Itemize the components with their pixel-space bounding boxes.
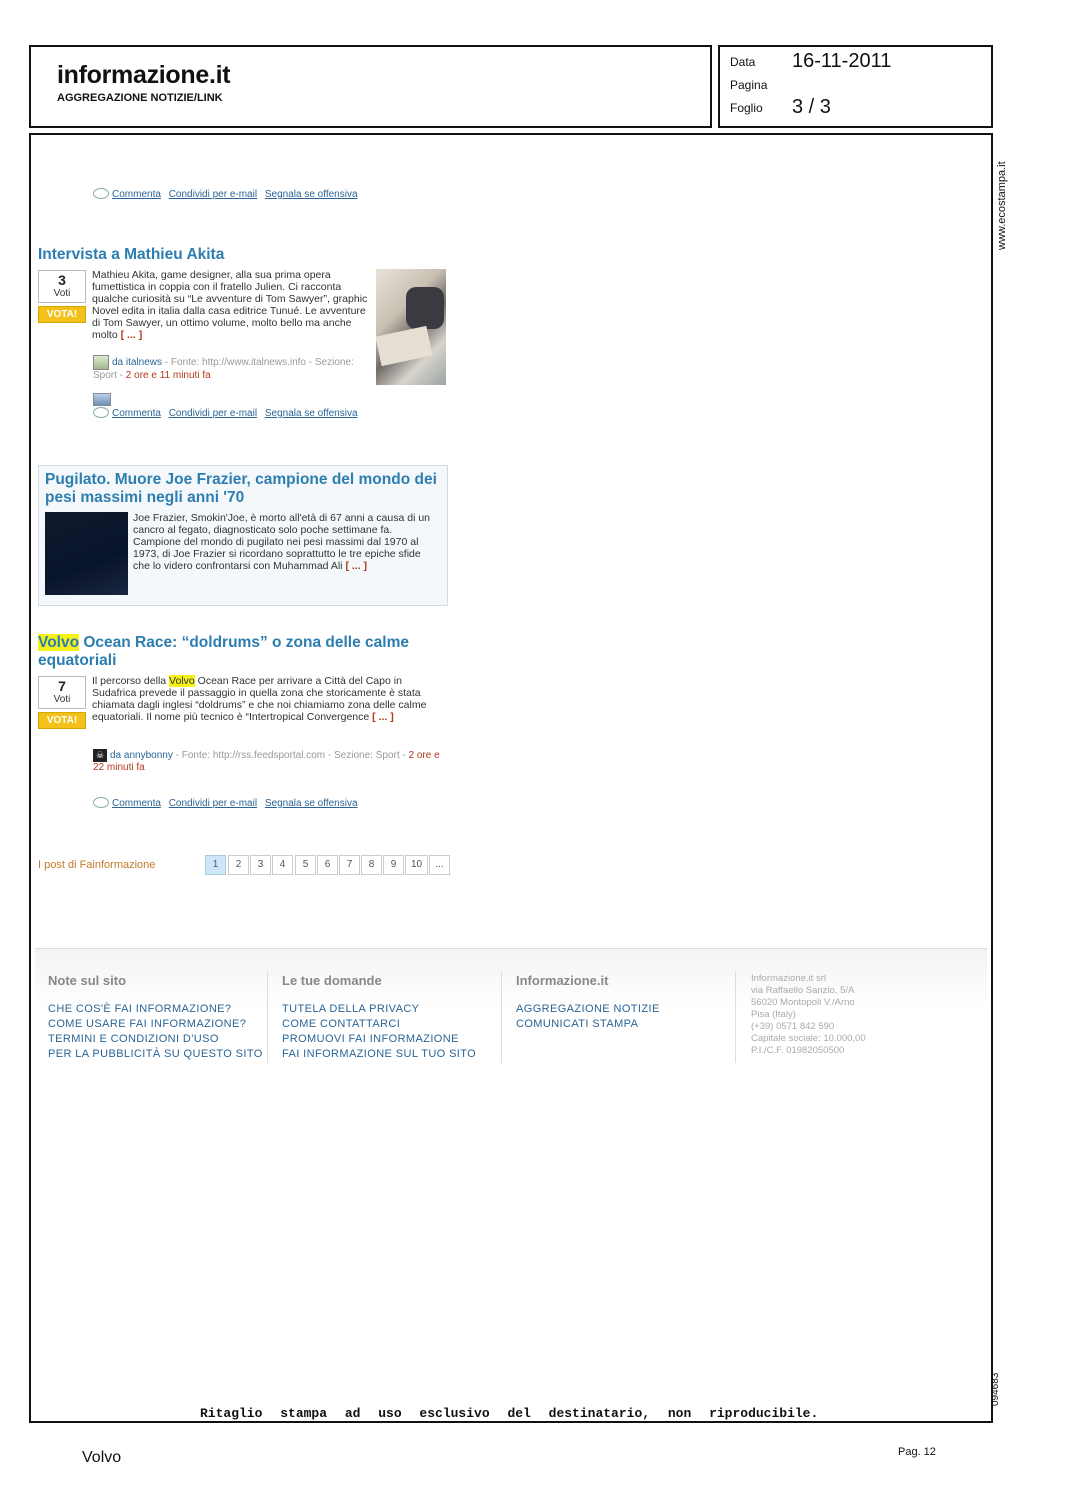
source-favicon-icon [93, 355, 109, 370]
page-number: Pag. 12 [898, 1446, 936, 1458]
footer-link[interactable]: PER LA PUBBLICITÀ SU QUESTO SITO [48, 1048, 263, 1060]
article1-source-user[interactable]: da italnews [112, 357, 163, 369]
footer-col1-heading: Note sul sito [48, 973, 127, 988]
meta-box [718, 45, 993, 128]
article2-card [38, 465, 448, 606]
article3-vote-button[interactable]: VOTA! [38, 712, 86, 729]
page-2[interactable]: 2 [228, 855, 249, 875]
article3-more-link[interactable]: [ ... ] [372, 711, 394, 723]
article3-actions [93, 798, 363, 809]
article1-actions [93, 408, 363, 419]
side-url-text: www.ecostampa.it [996, 161, 1008, 250]
comment-icon [93, 797, 109, 808]
footer-divider [501, 971, 502, 1063]
article1-vote-button[interactable]: VOTA! [38, 306, 86, 323]
article1-votes-label: Voti [53, 288, 71, 299]
skull-icon: ☠ [93, 749, 107, 762]
masthead-box [29, 45, 712, 128]
image-icon [93, 393, 111, 406]
article2-thumbnail[interactable] [45, 512, 128, 595]
article2-body-text: Joe Frazier, Smokin'Joe, è morto all'età di 67 anni a causa di un cancro al fegato, diagnosticato solo poche settimane fa. Campione del mondo di pugilato nei pesi massimi dal 1970 al 1973, di Joe Frazier si ricordano soprattutto le tre epiche sfide che lo videro confrontarsi con Muhammad Ali [133, 512, 431, 572]
page-6[interactable]: 6 [317, 855, 338, 875]
pagination-label: I post di Fainformazione [38, 859, 156, 871]
disclaimer: Ritaglio stampa ad uso esclusivo del destinatario, non riproducibile. [200, 1406, 819, 1421]
page-7[interactable]: 7 [339, 855, 360, 875]
article3-source [93, 749, 443, 774]
article1-title[interactable]: Intervista a Mathieu Akita [38, 246, 225, 263]
article3-votes: 7 [58, 678, 66, 694]
foglio-label: Foglio [730, 101, 763, 115]
footer-col1-list [48, 1002, 263, 1062]
comment-link[interactable]: Commenta [112, 798, 161, 810]
article1-body [92, 269, 372, 341]
report-link[interactable]: Segnala se offensiva [264, 798, 358, 810]
site-tagline: AGGREGAZIONE NOTIZIE/LINK [57, 92, 223, 104]
article3-body [92, 675, 437, 723]
article3-source-user[interactable]: da annybonny [110, 750, 173, 762]
article1-source [93, 355, 373, 382]
article2-body [133, 512, 433, 572]
photo-person [406, 287, 444, 329]
side-code-text: 094683 [990, 1372, 1001, 1406]
article1-votes: 3 [58, 272, 66, 288]
footer-link[interactable]: CHE COS'È FAI INFORMAZIONE? [48, 1003, 232, 1015]
footer-link[interactable]: COMUNICATI STAMPA [516, 1018, 639, 1030]
address-line: via Raffaello Sanzio, 5/A [751, 985, 855, 996]
article1-time: 2 ore e 11 minuti fa [125, 370, 211, 381]
comment-icon [93, 407, 109, 418]
share-email-link[interactable]: Condividi per e-mail [168, 798, 258, 810]
article1-vote-count [38, 270, 86, 303]
footer-col2-heading: Le tue domande [282, 973, 382, 988]
article3-body-pre: Il percorso della [92, 675, 170, 687]
footer-link[interactable]: TERMINI E CONDIZIONI D'USO [48, 1033, 219, 1045]
site-logo: informazione.it [57, 61, 231, 89]
footer-link[interactable]: TUTELA DELLA PRIVACY [282, 1003, 420, 1015]
address-line: Pisa (Italy) [751, 1009, 796, 1020]
address-line: Informazione.it srl [751, 973, 826, 984]
article2-more-link[interactable]: [ ... ] [345, 560, 368, 572]
article2-title[interactable]: Pugilato. Muore Joe Frazier, campione del mondo dei pesi massimi negli anni '70 [45, 471, 437, 506]
address-line: 56020 Montopoli V./Arno [751, 997, 855, 1008]
report-link[interactable]: Segnala se offensiva [264, 408, 358, 420]
foglio-value: 3 / 3 [792, 96, 831, 118]
page-3[interactable]: 3 [250, 855, 271, 875]
address-line: P.I./C.F. 01982050500 [751, 1045, 845, 1056]
article3-time: 2 ore e 22 minuti fa [93, 750, 440, 774]
company-address [751, 973, 866, 1057]
page-5[interactable]: 5 [295, 855, 316, 875]
footer-divider [735, 971, 736, 1063]
article3-source-rest: - Fonte: http://rss.feedsportal.com - Sezione: Sport - [172, 750, 409, 762]
page-1[interactable]: 1 [205, 855, 226, 875]
pagina-label: Pagina [730, 78, 768, 92]
report-link[interactable]: Segnala se offensiva [264, 189, 358, 201]
article3-title-text: Ocean Race: “doldrums” o zona delle calme equatoriali [38, 634, 409, 669]
footer-link[interactable]: COME USARE FAI INFORMAZIONE? [48, 1018, 247, 1030]
article3-title[interactable] [38, 634, 438, 670]
page-8[interactable]: 8 [361, 855, 382, 875]
address-line: (+39) 0571 842 590 [751, 1021, 835, 1032]
footer-link[interactable]: COME CONTATTARCI [282, 1018, 401, 1030]
footer-divider [267, 971, 268, 1063]
article3-body-post: Ocean Race per arrivare a Città del Capo in Sudafrica prevede il passaggio in quella zona che storicamente è stata chiamata dagli inglesi “doldrums” e che noi chiamiamo zona delle calme equatoriali. Il nome più tecnico è “Intertropical Convergence [92, 675, 427, 723]
article0-actions [93, 189, 363, 200]
page-more[interactable]: ... [429, 855, 450, 875]
data-label: Data [730, 55, 756, 69]
article3-body-highlight: Volvo [169, 675, 195, 687]
keyword-label: Volvo [82, 1449, 122, 1466]
article1-more-link[interactable]: [ ... ] [120, 329, 143, 341]
footer-col3-heading: Informazione.it [516, 973, 609, 988]
photo-paper [375, 326, 432, 366]
article1-body-text: Mathieu Akita, game designer, alla sua prima opera fumettistica in coppia con il fratello Julien. Ci racconta qualche curiosità su “Le avventure di Tom Sawyer”, graphic Novel edita in italia dalla casa editrice Tunué. Le avventure di Tom Sawyer, un ottimo volume, molto bello ma anche molto [92, 269, 368, 341]
footer-link[interactable]: FAI INFORMAZIONE SUL TUO SITO [282, 1048, 477, 1060]
page-9[interactable]: 9 [383, 855, 404, 875]
address-line: Capitale sociale: 10.000,00 [751, 1033, 866, 1044]
article3-title-highlight: Volvo [38, 634, 80, 651]
footer-col3-list [516, 1002, 660, 1032]
article3-vote-count [38, 676, 86, 709]
share-email-link[interactable]: Condividi per e-mail [168, 189, 258, 201]
article3-votes-label: Voti [53, 694, 71, 705]
site-footer [35, 948, 987, 1079]
side-url [982, 148, 1026, 258]
page-10[interactable]: 10 [405, 855, 428, 875]
share-email-link[interactable]: Condividi per e-mail [168, 408, 258, 420]
footer-col2-list [282, 1002, 476, 1062]
comment-link[interactable]: Commenta [112, 408, 161, 420]
article1-source-rest: - Fonte: http://www.italnews.info - Sezione: Sport - [93, 357, 354, 381]
page-4[interactable]: 4 [272, 855, 293, 875]
comment-icon [93, 188, 109, 199]
footer-link[interactable]: PROMUOVI FAI INFORMAZIONE [282, 1033, 459, 1045]
data-value: 16-11-2011 [792, 50, 892, 72]
comment-link[interactable]: Commenta [112, 189, 161, 201]
article1-thumbnail[interactable] [376, 269, 446, 385]
footer-link[interactable]: AGGREGAZIONE NOTIZIE [516, 1003, 660, 1015]
